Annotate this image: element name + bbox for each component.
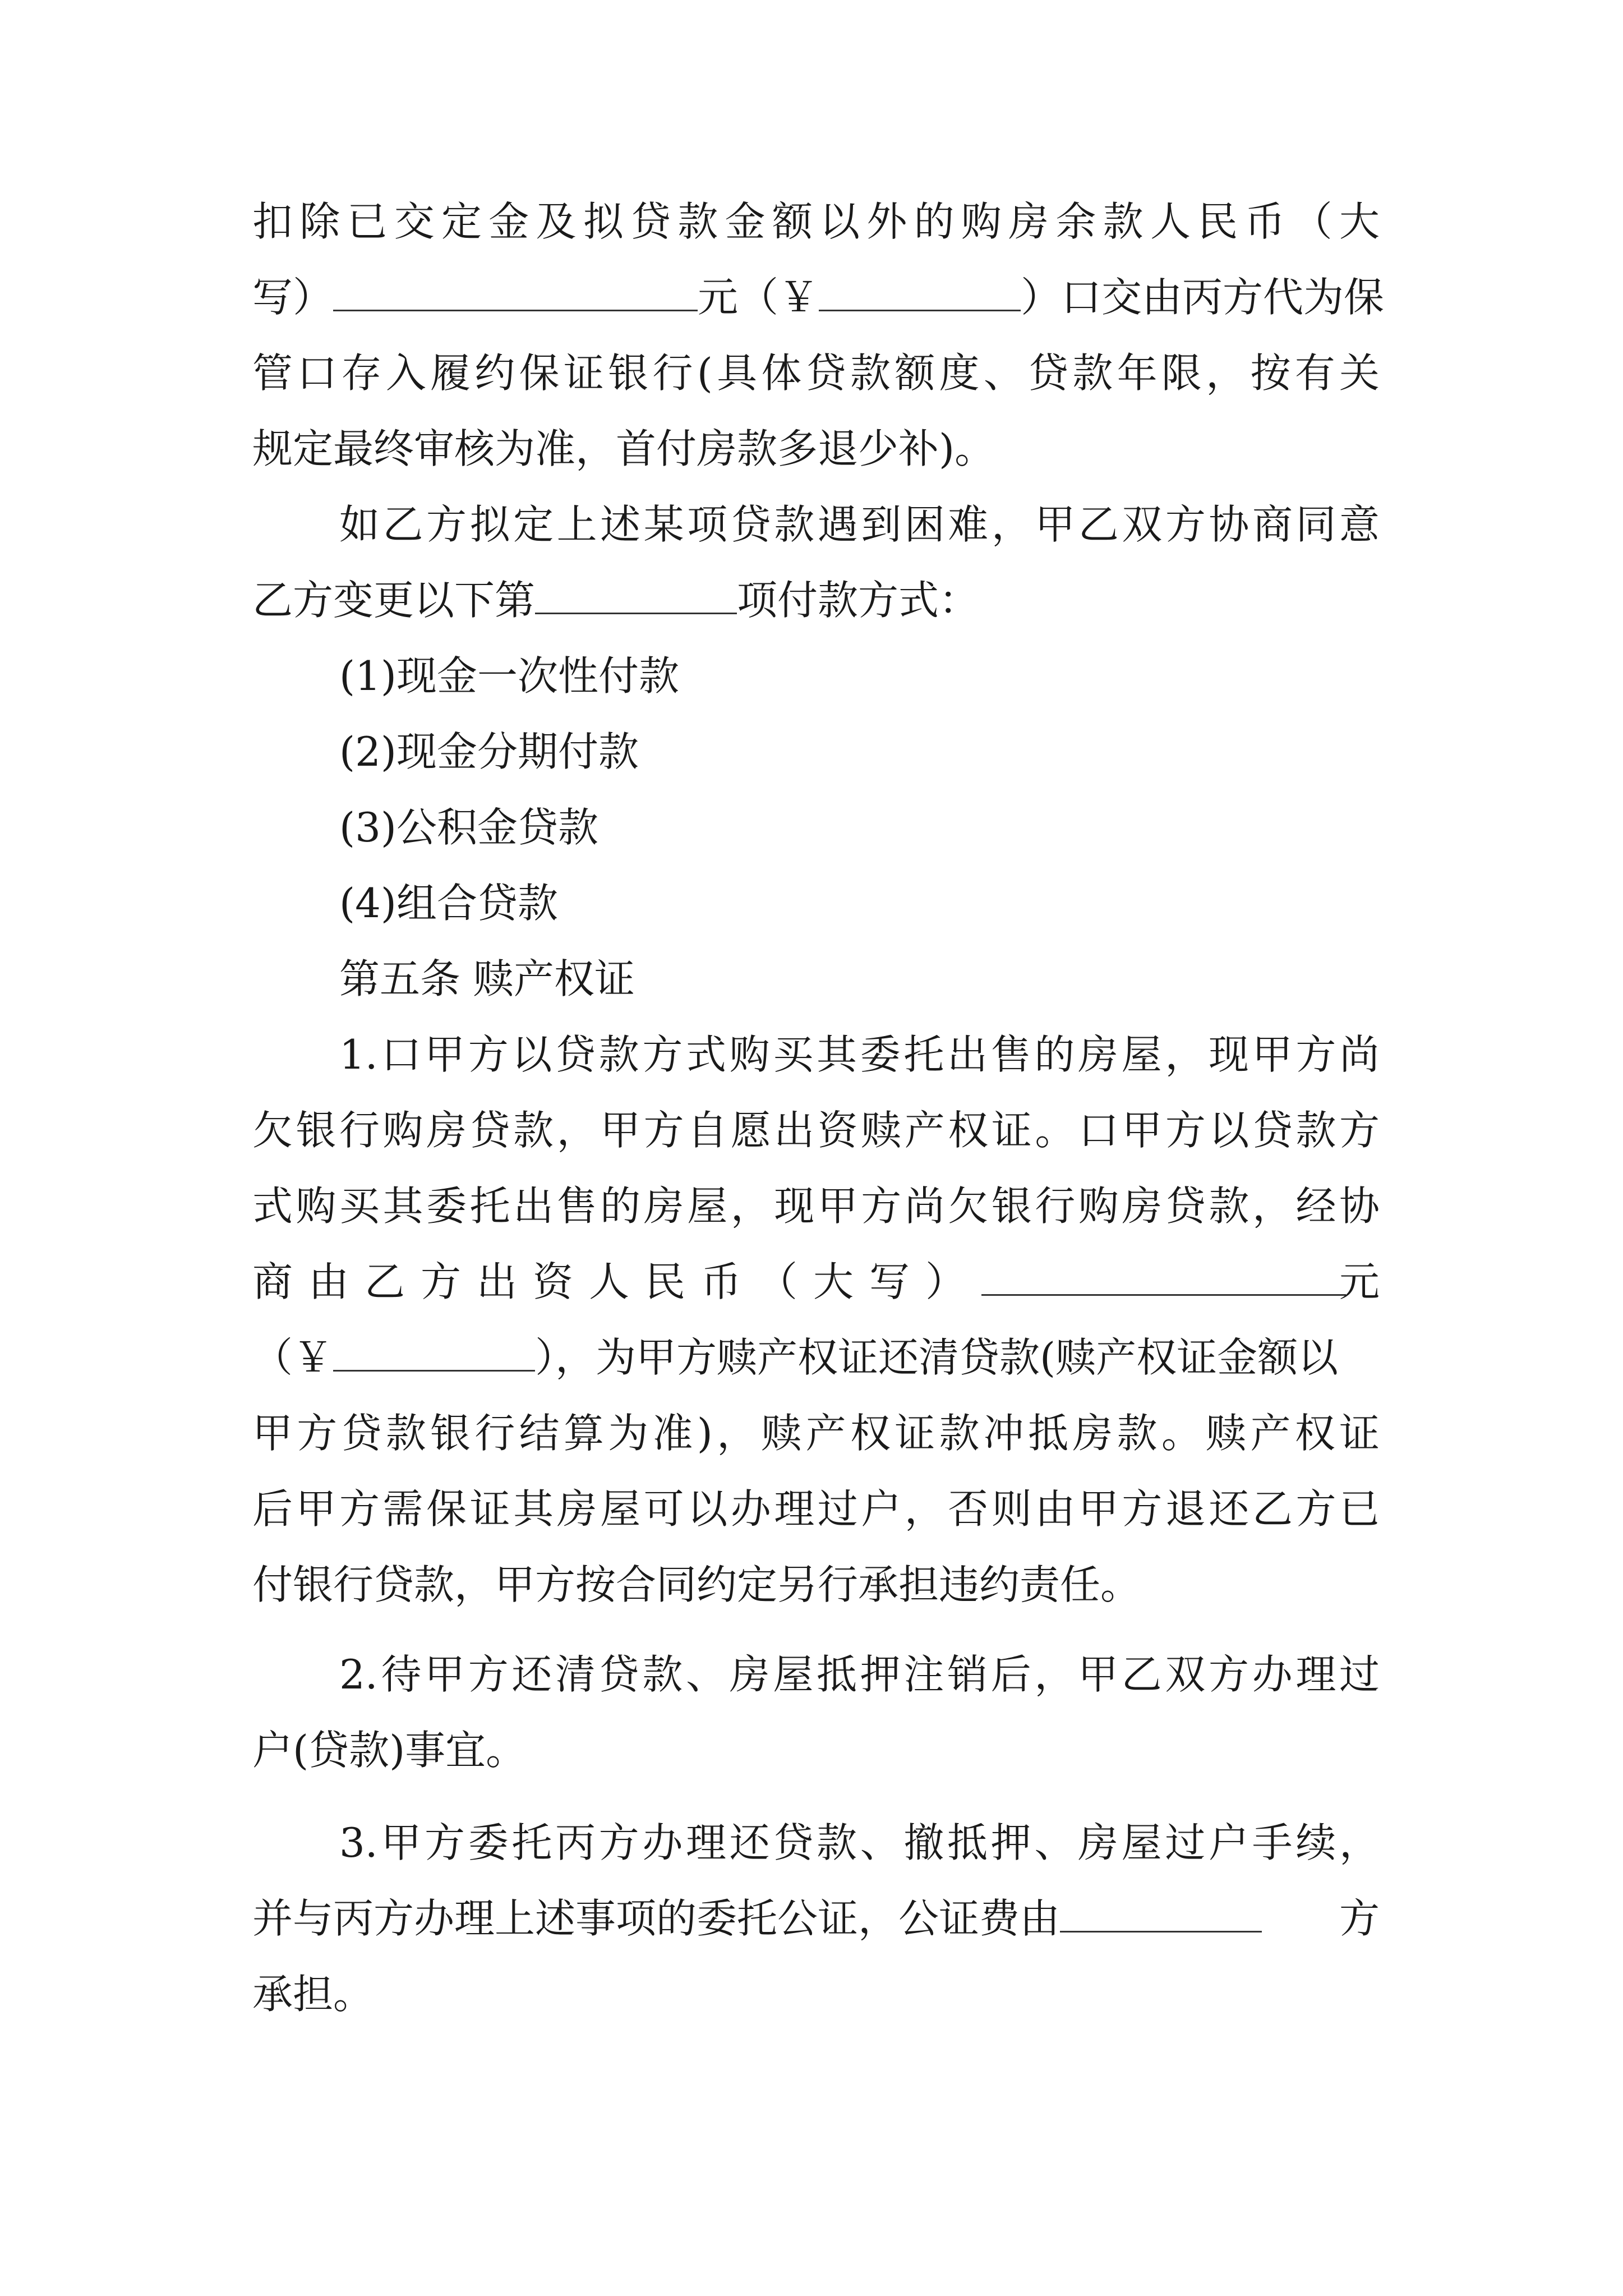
fill-in-blank[interactable] — [333, 270, 698, 311]
text-line: 后甲方需保证其房屋可以办理过户，否则由甲方退还乙方已 — [252, 1485, 1380, 1533]
fill-in-blank[interactable] — [819, 270, 1021, 311]
text-line — [252, 1890, 1380, 1947]
text-segment: （￥ — [252, 1334, 334, 1381]
text-line: 3.甲方委托丙方办理还贷款、撤抵押、房屋过户手续， — [339, 1819, 1380, 1866]
text-segment: 乙方变更以下第 — [252, 577, 536, 624]
fill-in-blank[interactable] — [981, 1255, 1346, 1296]
section-heading: 第五条 赎产权证 — [339, 955, 635, 1002]
list-item: (2)现金分期付款 — [339, 728, 639, 775]
text-segment: 并与丙方办理上述事项的委托公证，公证费由 — [252, 1895, 1061, 1942]
list-item: (3)公积金贷款 — [339, 804, 598, 851]
text-line — [252, 572, 1380, 628]
text-line: 如乙方拟定上述某项贷款遇到困难，甲乙双方协商同意 — [339, 501, 1380, 548]
text-segment: 写） — [252, 274, 334, 321]
text-line: 规定最终审核为准，首付房款多退少补)。 — [252, 425, 995, 472]
text-line: 欠银行购房贷款，甲方自愿出资赎产权证。口甲方以贷款方 — [252, 1107, 1380, 1154]
text-line: 户(贷款)事宜。 — [252, 1727, 527, 1774]
text-segment: 项付款方式： — [737, 577, 980, 624]
text-line — [252, 1254, 1380, 1310]
list-item: (4)组合贷款 — [339, 880, 558, 927]
text-line: 甲方贷款银行结算为准)，赎产权证款冲抵房款。赎产权证 — [252, 1410, 1380, 1457]
text-segment: 方 — [1339, 1895, 1380, 1942]
list-item: (1)现金一次性付款 — [339, 652, 679, 700]
text-segment: ），为甲方赎产权证还清贷款(赎产权证金额以 — [535, 1334, 1339, 1381]
text-segment: 元 — [1339, 1258, 1380, 1305]
text-segment: ）口交由丙方代为保 — [1021, 274, 1385, 321]
text-line: 2.待甲方还清贷款、房屋抵押注销后，甲乙双方办理过 — [339, 1651, 1380, 1698]
fill-in-blank[interactable] — [333, 1331, 535, 1372]
text-line: 1.口甲方以贷款方式购买其委托出售的房屋，现甲方尚 — [339, 1031, 1380, 1078]
text-line: 管口存入履约保证银行(具体贷款额度、贷款年限，按有关 — [252, 349, 1380, 397]
fill-in-blank[interactable] — [535, 573, 737, 614]
text-segment: 商由乙方出资人民币（大写） — [252, 1258, 982, 1305]
text-line: 承担。 — [252, 1971, 374, 2018]
text-line: 式购买其委托出售的房屋，现甲方尚欠银行购房贷款，经协 — [252, 1182, 1380, 1230]
text-line: 付银行贷款，甲方按合同约定另行承担违约责任。 — [252, 1561, 1141, 1608]
text-line — [252, 1329, 1380, 1386]
text-line: 扣除已交定金及拟贷款金额以外的购房余款人民币（大 — [252, 198, 1380, 245]
text-segment: 元（￥ — [698, 274, 819, 321]
fill-in-blank[interactable] — [1060, 1892, 1262, 1932]
text-line — [252, 269, 1385, 325]
